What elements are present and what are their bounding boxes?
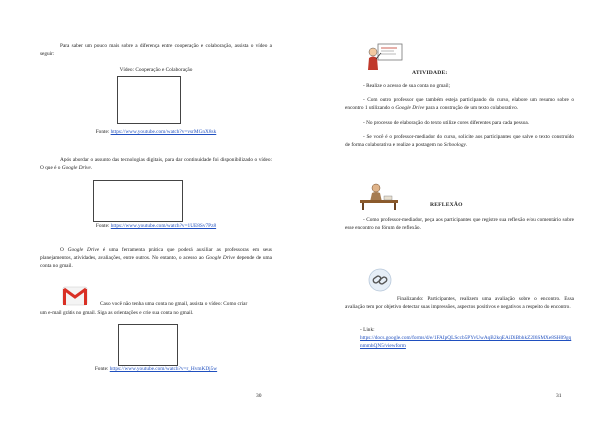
video2-frame[interactable] bbox=[93, 180, 183, 222]
page-number-right: 31 bbox=[556, 393, 562, 399]
evaluation-form-link bbox=[360, 334, 572, 350]
google-drive-paragraph: O Google Drive é uma ferramenta prática que poderá auxiliar as professoras em seus planejamentos, atividades, avaliações, entre outros. No entanto, o acesso ao Google Drive depende de uma conta no gmail. bbox=[40, 247, 272, 270]
gmail-logo-icon bbox=[62, 286, 88, 306]
reflection-text: - Como professor-mediador, peça aos participantes que registre sua reflexão e/ou comentário sobre esse encontro no fórum de reflexão. bbox=[345, 217, 574, 232]
activity-item-3: - No processo de elaboração do texto utilize cores diferentes para cada pessoa. bbox=[363, 120, 530, 126]
video1-link[interactable]: https://www.youtube.com/watch?v=vsrMGnX8sk bbox=[110, 129, 217, 135]
chain-link-icon bbox=[368, 268, 392, 292]
gmail-line-1: Caso você não tenha uma conta no gmail, assista o vídeo: Como criar bbox=[100, 301, 248, 307]
video1-title: Vídeo: Cooperação e Colaboração bbox=[119, 67, 193, 73]
person-at-desk-icon bbox=[356, 180, 402, 210]
page-number-left: 30 bbox=[256, 393, 262, 399]
link-label: - Link: bbox=[360, 327, 375, 333]
video3-link[interactable]: https://www.youtube.com/watch?v=r_HvmKDj5w bbox=[109, 366, 218, 372]
video3-frame[interactable] bbox=[118, 324, 178, 366]
video1-source: Fonte: https://www.youtube.com/watch?v=vsrMGnX8sk bbox=[95, 129, 217, 135]
video1-frame[interactable] bbox=[117, 76, 181, 124]
drive-video-paragraph: Após abordar o assunto das tecnologias digitais, para dar continuidade foi disponibilizado o vídeo: O que é o Google Drive. bbox=[40, 157, 272, 172]
teacher-at-board-icon bbox=[364, 42, 404, 72]
form-url[interactable]: https://docs.google.com/forms/d/e/1FAIpQLSccb5PYvUwAqB2kqEAiDiBbhkZ2I6SMXe8SH09gqnmmhQN5/viewform bbox=[360, 335, 572, 350]
activity-heading: ATIVIDADE: bbox=[412, 70, 448, 76]
video3-source: Fonte: https://www.youtube.com/watch?v=r_HvmKDj5w bbox=[94, 366, 218, 372]
intro-paragraph: Para saber um pouco mais sobre a diferença entre cooperação e colaboração, assista o vídeo a seguir: bbox=[40, 43, 272, 58]
video2-source: Fonte: https://www.youtube.com/watch?v=1UE8Sv7Pz8 bbox=[95, 223, 217, 229]
gmail-line-2: um e-mail grátis no gmail. Siga as orientações e crie sua conta no gmail. bbox=[40, 310, 194, 316]
activity-item-2: - Com outro professor que também esteja participando do curso, elabore um resumo sobre o encontro 1 utilizando o Google Drive para a construção de um texto colaborativo. bbox=[345, 97, 574, 112]
video2-link[interactable]: https://www.youtube.com/watch?v=1UE8Sv7Pz8 bbox=[110, 223, 217, 229]
final-evaluation-text: Finalizando: Participantes, realizem uma avaliação sobre o encontro. Essa avaliação tem por objetivo detectar suas impressões, aspectos positivos e negativos a respeito do encontro. bbox=[345, 296, 574, 311]
reflection-heading: REFLEXÃO bbox=[430, 202, 463, 208]
activity-item-4: - Se você é o professor-mediador do curso, solicite aos participantes que salve o texto construído de forma colaborativa e realize a postagem no Schoology. bbox=[345, 134, 574, 149]
activity-item-1: - Realize o acesso de sua conta no gmail; bbox=[363, 83, 451, 89]
right-page bbox=[300, 0, 600, 424]
